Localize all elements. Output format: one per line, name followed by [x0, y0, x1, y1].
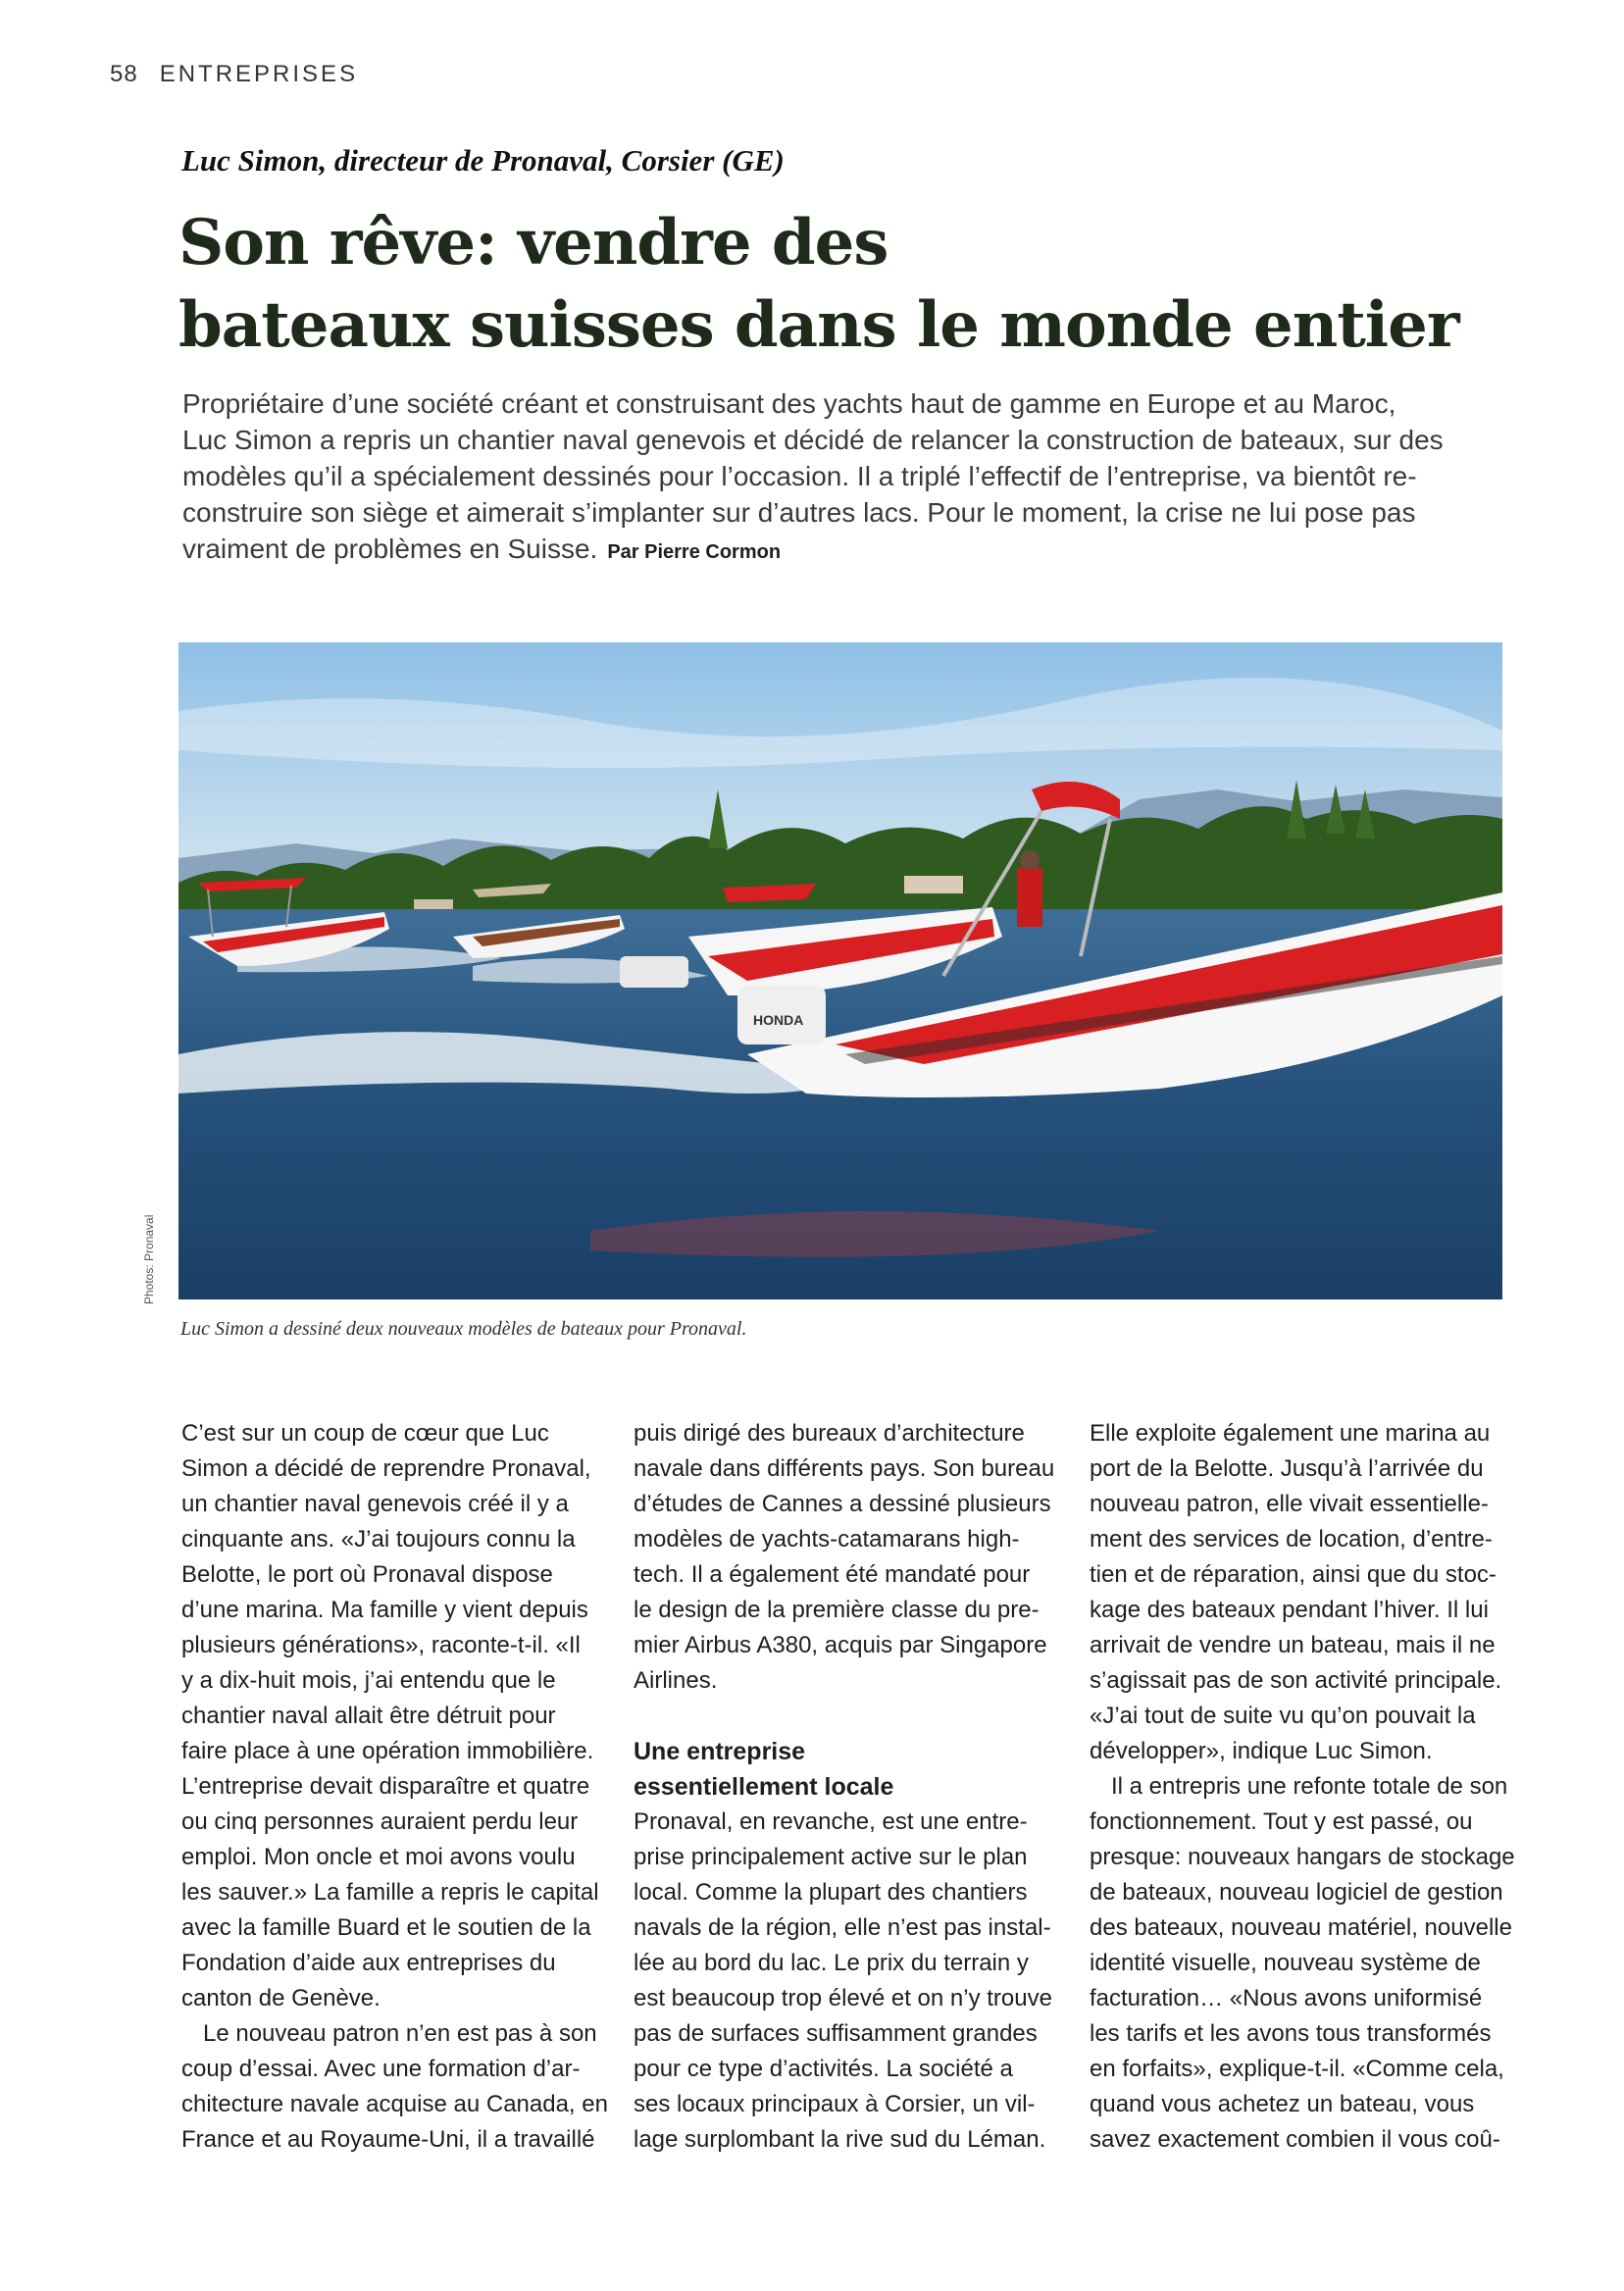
body-line: est beaucoup trop élevé et on n’y trouve: [634, 1985, 1052, 2011]
headline-line: Son rêve: vendre des: [178, 206, 888, 280]
boats-photo-illustration: [178, 642, 1502, 1299]
body-line: facturation… «Nous avons uniformisé: [1090, 1985, 1483, 2011]
lead-line-last: [182, 531, 1438, 571]
body-line: local. Comme la plupart des chantiers: [634, 1879, 1028, 1906]
article-column-1: [181, 1416, 608, 2158]
body-line: d’une marina. Ma famille y vient depuis: [181, 1597, 588, 1623]
lead-line: vraiment de problèmes en Suisse.: [182, 534, 598, 564]
body-line: emploi. Mon oncle et moi avons voulu: [181, 1844, 576, 1870]
body-line: tien et de réparation, ainsi que du stoc-: [1090, 1561, 1497, 1588]
body-line: presque: nouveaux hangars de stockage: [1090, 1844, 1515, 1870]
body-line: quand vous achetez un bateau, vous: [1090, 2091, 1475, 2117]
byline: Par Pierre Cormon: [607, 541, 782, 563]
article-lead: [182, 385, 1444, 571]
body-line: Elle exploite également une marina au: [1090, 1420, 1491, 1447]
body-line: les tarifs et les avons tous transformés: [1090, 2020, 1492, 2047]
body-line: cinquante ans. «J’ai toujours connu la: [181, 1526, 576, 1553]
article-column-3: [1090, 1416, 1513, 2158]
body-line: Airlines.: [634, 1667, 718, 1694]
body-line: en forfaits», explique-t-il. «Comme cela,: [1090, 2056, 1504, 2082]
shore-houses: [904, 876, 963, 893]
body-line: savez exactement combien il vous coû-: [1090, 2126, 1500, 2153]
article-kicker: Luc Simon, directeur de Pronaval, Corsier (GE): [181, 143, 785, 178]
body-line: Pronaval, en revanche, est une entre-: [634, 1808, 1028, 1835]
body-line: lage surplombant la rive sud du Léman.: [634, 2126, 1046, 2153]
body-line: plusieurs générations», raconte-t-il. «Il: [181, 1632, 581, 1658]
body-line: de bateaux, nouveau logiciel de gestion: [1090, 1879, 1503, 1906]
body-line: canton de Genève.: [181, 1985, 381, 2011]
body-line: le design de la première classe du pre-: [634, 1597, 1040, 1623]
body-line: s’agissait pas de son activité principale.: [1090, 1667, 1502, 1694]
photo-caption: Luc Simon a dessiné deux nouveaux modèles de bateaux pour Pronaval.: [180, 1318, 747, 1340]
body-line: un chantier naval genevois créé il y a: [181, 1491, 569, 1517]
motor-label: HONDA: [753, 1012, 804, 1028]
lead-line: Propriétaire d’une société créant et construisant des yachts haut de gamme en Europe et au Maroc,: [182, 388, 1396, 419]
body-line: France et au Royaume-Uni, il a travaillé: [181, 2126, 595, 2153]
headline-line: bateaux suisses dans le monde entier: [178, 288, 1459, 362]
body-line: «J’ai tout de suite vu qu’on pouvait la: [1090, 1703, 1476, 1729]
body-line: lée au bord du lac. Le prix du terrain y: [634, 1950, 1029, 1976]
body-line: des bateaux, nouveau matériel, nouvelle: [1090, 1914, 1512, 1941]
body-line: mier Airbus A380, acquis par Singapore: [634, 1632, 1047, 1658]
body-line: navals de la région, elle n’est pas instal-: [634, 1914, 1051, 1941]
spacer: [634, 1699, 1057, 1734]
body-line: navale dans différents pays. Son bureau: [634, 1455, 1055, 1482]
lead-line: construire son siège et aimerait s’implanter sur d’autres lacs. Pour le moment, la crise ne lui pose pas: [182, 497, 1416, 528]
body-line: Fondation d’aide aux entreprises du: [181, 1950, 556, 1976]
body-line: faire place à une opération immobilière.: [181, 1738, 594, 1764]
section-name: ENTREPRISES: [159, 61, 359, 87]
lead-line: modèles qu’il a spécialement dessinés pour l’occasion. Il a triplé l’effectif de l’entreprise, va bientôt re-: [182, 461, 1417, 491]
body-line: coup d’essai. Avec une formation d’ar-: [181, 2056, 581, 2082]
body-line: d’études de Cannes a dessiné plusieurs: [634, 1491, 1051, 1517]
article-column-2: [634, 1416, 1057, 2158]
body-line: avec la famille Buard et le soutien de la: [181, 1914, 591, 1941]
body-line: ou cinq personnes auraient perdu leur: [181, 1808, 579, 1835]
subheading: essentiellement locale: [634, 1773, 894, 1801]
body-line: les sauver.» La famille a repris le capital: [181, 1879, 599, 1906]
lead-line: Luc Simon a repris un chantier naval genevois et décidé de relancer la construction de bateaux, sur des: [182, 425, 1444, 455]
body-line: L’entreprise devait disparaître et quatre: [181, 1773, 590, 1800]
body-line: Simon a décidé de reprendre Pronaval,: [181, 1455, 591, 1482]
body-line: C’est sur un coup de cœur que Luc: [181, 1420, 549, 1447]
body-line: arrivait de vendre un bateau, mais il ne: [1090, 1632, 1496, 1658]
body-line: tech. Il a également été mandaté pour: [634, 1561, 1031, 1588]
body-line: pas de surfaces suffisamment grandes: [634, 2020, 1038, 2047]
body-line: Belotte, le port où Pronaval dispose: [181, 1561, 553, 1588]
page-header: [110, 61, 358, 88]
article-headline: [178, 202, 1473, 367]
body-line: Le nouveau patron n’en est pas à son: [203, 2020, 597, 2047]
body-line: puis dirigé des bureaux d’architecture: [634, 1420, 1025, 1447]
body-line: kage des bateaux pendant l’hiver. Il lui: [1090, 1597, 1489, 1623]
body-line: ment des services de location, d’entre-: [1090, 1526, 1493, 1553]
body-line: ses locaux principaux à Corsier, un vil-: [634, 2091, 1036, 2117]
body-line: chantier naval allait être détruit pour: [181, 1703, 556, 1729]
boats-photo: [178, 642, 1502, 1299]
body-line: nouveau patron, elle vivait essentielle-: [1090, 1491, 1489, 1517]
body-line: port de la Belotte. Jusqu’à l’arrivée du: [1090, 1455, 1484, 1482]
body-line: pour ce type d’activités. La société a: [634, 2056, 1013, 2082]
page-number: 58: [110, 61, 138, 87]
body-line: chitecture navale acquise au Canada, en: [181, 2091, 608, 2117]
body-line: identité visuelle, nouveau système de: [1090, 1950, 1481, 1976]
photo-credit: Photos: Pronaval: [142, 1214, 156, 1304]
body-line: développer», indique Luc Simon.: [1090, 1738, 1433, 1764]
body-line: prise principalement active sur le plan: [634, 1844, 1028, 1870]
body-line: modèles de yachts-catamarans high-: [634, 1526, 1020, 1553]
body-line: fonctionnement. Tout y est passé, ou: [1090, 1808, 1473, 1835]
body-line: y a dix-huit mois, j’ai entendu que le: [181, 1667, 556, 1694]
subheading: Une entreprise: [634, 1738, 806, 1765]
body-line: Il a entrepris une refonte totale de son: [1111, 1773, 1508, 1800]
